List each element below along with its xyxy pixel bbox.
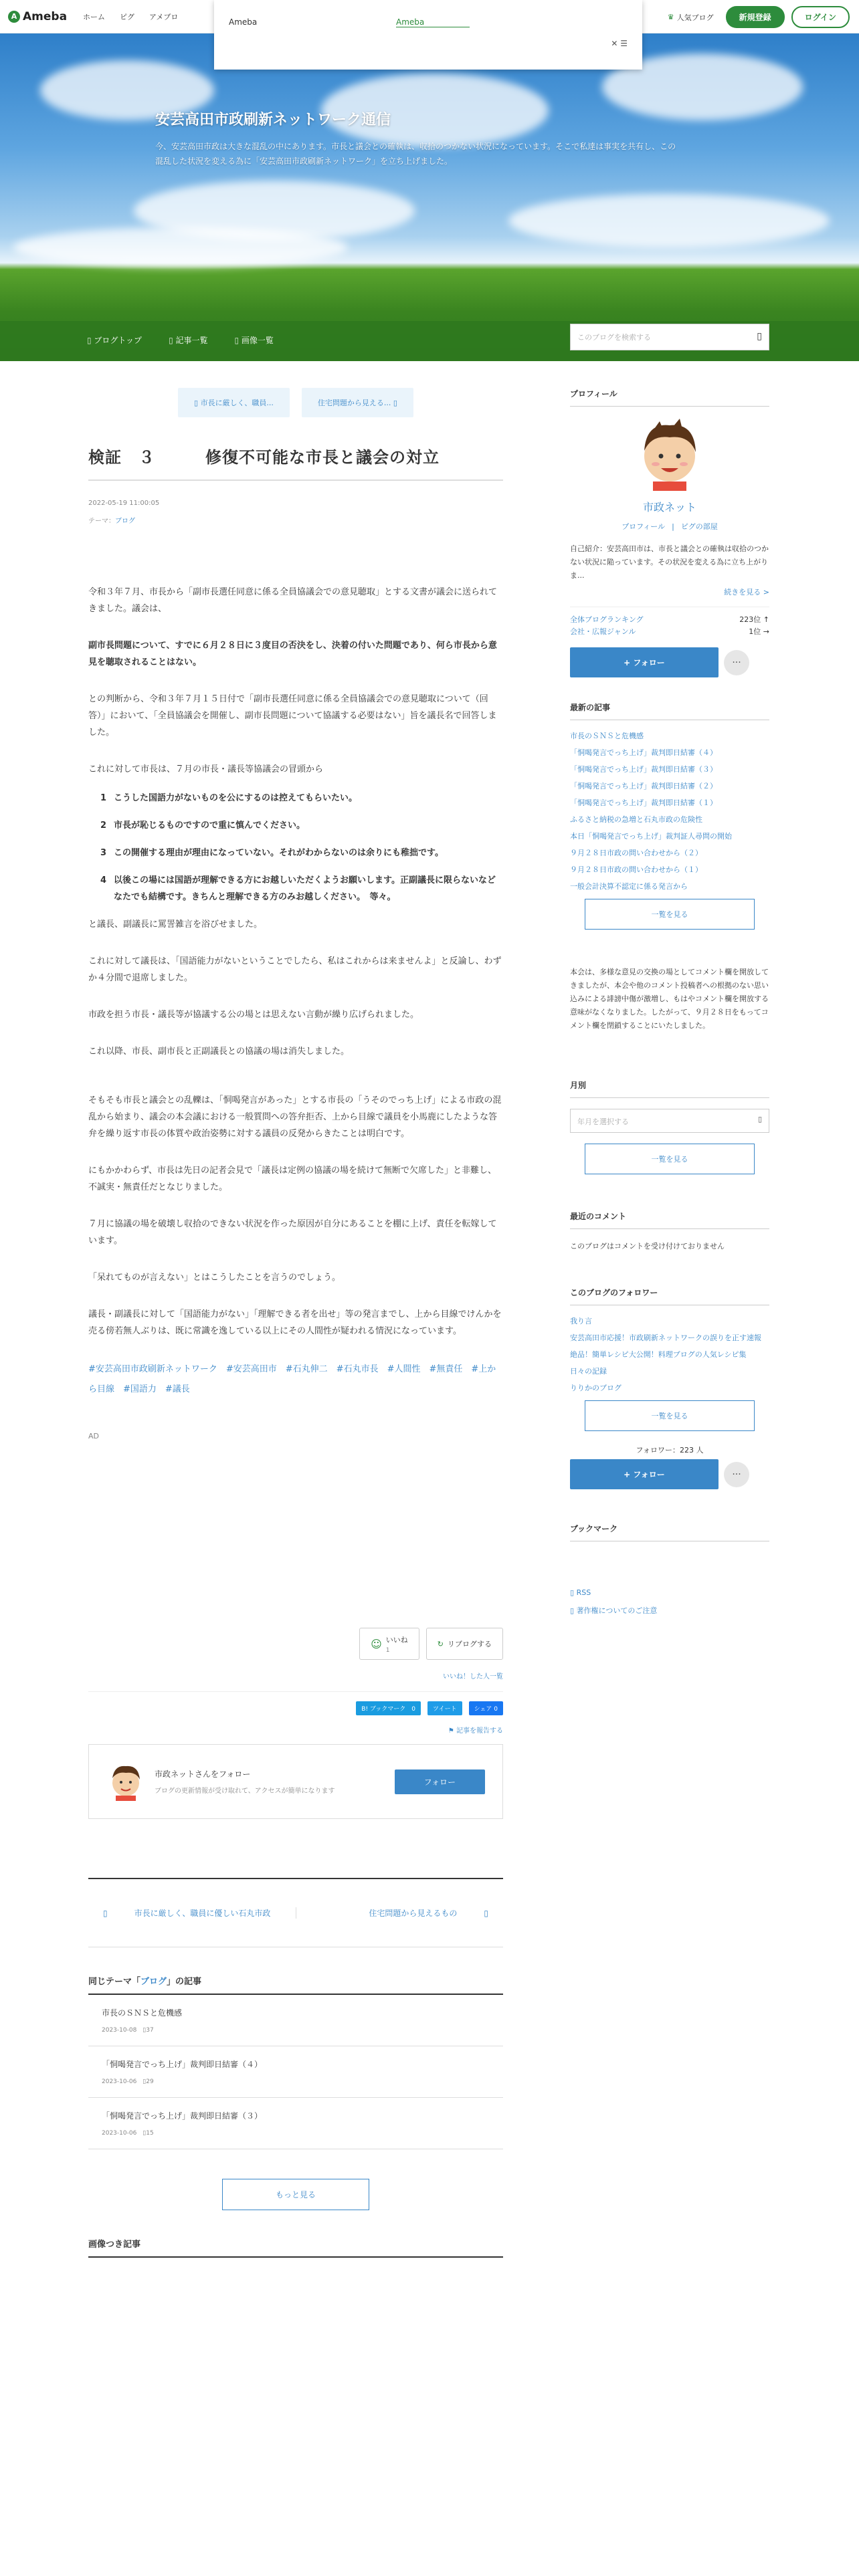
profile-heading: プロフィール <box>570 388 769 407</box>
document-icon: ▯ <box>570 1606 577 1615</box>
entry-numbered-list <box>88 790 503 905</box>
numbered-item: 4 以後この場には国語が理解できる方にお越しいただくようお願いします。正副議長に限らないなどなたでも結構です。きちんと理解できる方のみお越しください。 等々。 <box>100 875 496 902</box>
search-placeholder: このブログを検索する <box>577 333 651 342</box>
bookmark-heading: ブックマーク <box>570 1523 769 1541</box>
monthly-heading: 月別 <box>570 1079 769 1098</box>
smile-icon: ☺ <box>371 1637 382 1650</box>
recent-article-link[interactable]: 「恫喝発言でっち上げ」裁判即日結審（３） <box>570 765 717 774</box>
same-theme-item-title: 「恫喝発言でっち上げ」裁判即日結審（３） <box>102 2111 263 2121</box>
liked-users-link[interactable]: いいね！した人一覧 <box>88 1671 503 1692</box>
top-nav <box>83 11 178 22</box>
entry-paragraph: 議長・副議長に対して「国語能力がない」「理解できる者を出せ」等の発言までし、上から目線でけんかを売る傍若無人ぶりは、既に常識を逸している以上にその人間性が疑われる情況になっています。 <box>88 1309 502 1336</box>
recent-article-link[interactable]: 「恫喝発言でっち上げ」裁判即日結審（４） <box>570 748 717 757</box>
follow-card-name: 市政ネットさんをフォロー <box>155 1769 251 1779</box>
same-theme-item[interactable] <box>88 2098 503 2149</box>
like-count: 1 <box>385 1646 390 1654</box>
follower-blog-link[interactable]: 日々の記録 <box>570 1367 607 1376</box>
profile-link[interactable]: プロフィール <box>622 522 666 531</box>
like-label: いいね <box>385 1635 408 1644</box>
entry-paragraph: これに対して議長は、「国語能力がないということでしたら、私はこれからは来ませんよ」と反論し、わずか４分間で退席しました。 <box>88 956 502 983</box>
entry-paragraph: と議長、副議長に罵詈雑言を浴びせました。 <box>88 920 263 930</box>
main-column <box>88 388 503 2258</box>
month-select-placeholder: 年月を選択する <box>577 1117 629 1126</box>
prev-article-link[interactable] <box>88 1907 296 1919</box>
ranking-genre-value: 1位 → <box>749 627 769 636</box>
reblog-button[interactable] <box>426 1628 503 1660</box>
follow-card-desc: ブログの更新情報が受け取れて、アクセスが簡単になります <box>155 1788 335 1795</box>
blog-nav-entries[interactable]: ▯ 記事一覧 <box>169 334 207 346</box>
recent-article-link[interactable]: 「恫喝発言でっち上げ」裁判即日結審（２） <box>570 782 717 790</box>
numbered-item: 1 こうした国語力がないものを公にするのは控えてもらいたい。 <box>100 793 358 803</box>
same-theme-item[interactable] <box>88 2046 503 2098</box>
entry-paragraph: にもかかわらず、市長は先日の記者会見で「議長は定例の協議の場を続けて無断で欠席した」と非難し、不誠実・無責任だとなじりました。 <box>88 1166 496 1192</box>
ad-close-icon[interactable]: ✕ ☰ <box>611 39 628 48</box>
prev-article-title: 市長に厳しく、職員に優しい石丸市政 <box>134 1909 271 1918</box>
pager-prev-button[interactable] <box>178 388 290 417</box>
reblog-icon: ↻ <box>437 1639 444 1648</box>
more-options-icon[interactable]: ··· <box>724 1462 749 1487</box>
followers-heading: このブログのフォロワー <box>570 1287 769 1305</box>
blog-description: 今、安芸高田市政は大きな混乱の中にあります。市長と議会との確執は、収拾のつかない状況になっています。そこで私達は事実を共有し、この混乱した状況を変える為に「安芸高田市政刷新ネットワーク」を立ち上げました。 <box>155 142 676 166</box>
numbered-item: 3 この開催する理由が理由になっていない。それがわからないのは余りにも稚拙です。 <box>100 848 444 858</box>
followers-list <box>570 1316 769 1394</box>
entry-theme-label: テーマ： <box>88 518 115 525</box>
recent-articles-list <box>570 731 769 892</box>
blog-search-input[interactable] <box>570 324 769 350</box>
entry-theme <box>88 515 503 525</box>
ranking-overall <box>570 614 769 626</box>
login-button[interactable]: ログイン <box>791 6 850 28</box>
follow-card-button[interactable]: フォロー <box>395 1769 485 1794</box>
chevron-right-icon: ▯ <box>391 399 397 407</box>
register-button[interactable]: 新規登録 <box>726 6 785 28</box>
same-theme-more-button[interactable]: もっと見る <box>222 2179 369 2210</box>
logo-text: Ameba <box>23 9 68 23</box>
follow-card <box>88 1744 503 1819</box>
prev-next-nav <box>88 1878 503 1947</box>
sidebar <box>570 388 769 1624</box>
hatena-bookmark-button[interactable]: B! ブックマーク 0 <box>356 1701 421 1715</box>
profile-links: プロフィール | ピグの部屋 <box>622 522 718 531</box>
reaction-row <box>88 1628 503 1660</box>
same-theme-link[interactable]: ブログ <box>140 1977 167 1987</box>
ranking-genre-link[interactable]: 会社・広報ジャンル <box>570 627 636 636</box>
same-theme-item-meta: 2023-10-08 ▯37 <box>102 2027 154 2034</box>
report-label: 記事を報告する <box>456 1727 503 1735</box>
ranking-genre <box>570 626 769 638</box>
entry-paragraph: これに対して市長は、７月の市長・議長等協議会の冒頭から <box>88 764 324 774</box>
profile-intro: 自己紹介：安芸高田市は、市長と議会との確執は収拾のつかない状況に陥っています。その状況を変える為に立ち上がりま... <box>570 544 769 580</box>
bookmark-list <box>570 1588 769 1616</box>
ameba-logo[interactable] <box>8 10 67 23</box>
recent-comments-text: このブログはコメントを受け付けておりません <box>570 1242 725 1251</box>
entry-paragraph: 令和３年７月、市長から「副市長選任同意に係る全員協議会での意見聴取」とする文書が議会に送られてきました。議会は、 <box>88 587 498 614</box>
entry-paragraph: ７月に協議の場を破壊し収拾のできない状況を作った原因が自分にあることを棚に上げ、責任を転嫁しています。 <box>88 1219 497 1246</box>
entry-paragraph: これ以降、市長、副市長と正副議長との協議の場は消失しました。 <box>88 1047 350 1057</box>
recent-article-link[interactable]: 市長のＳＮＳと危機感 <box>570 732 644 740</box>
recent-article-link[interactable]: ふるさと納税の急増と石丸市政の危険性 <box>570 815 702 824</box>
top-nav-pigg[interactable]: ピグ <box>120 12 135 21</box>
pager-prev-label: 市長に厳しく、職員... <box>200 399 274 407</box>
ranking-overall-link[interactable]: 全体ブログランキング <box>570 615 644 624</box>
same-theme-item-meta: 2023-10-06 ▯15 <box>102 2130 154 2137</box>
ad-label: AD <box>88 1432 99 1440</box>
crown-icon: ♛ <box>667 13 674 21</box>
ameba-logo-icon: A <box>8 11 20 23</box>
same-theme-heading: 同じテーマ「ブログ」の記事 <box>88 1974 503 1995</box>
pager-next-label: 住宅問題から見える... <box>317 399 391 407</box>
entry-paragraph: 副市長問題について、すでに６月２８日に３度目の否決をし、決着の付いた問題であり、何ら市長から意見を聴取されることはない。 <box>88 641 497 667</box>
follower-blog-link[interactable]: 安芸高田市応援！市政刷新ネットワークの誤りを正す速報 <box>570 1333 761 1342</box>
more-options-icon[interactable]: ··· <box>724 650 749 675</box>
popular-blog-link[interactable] <box>668 12 714 23</box>
comment-policy-note: 本会は、多様な意見の交換の場としてコメント欄を開放してきましたが、本会や他のコメント投稿者への根拠のない思い込みによる誹謗中傷が激増し、もはやコメント欄を開放する意味がなくなりました。したがって、９月２８日をもってコメント欄を閉鎖することにいたしました。 <box>570 968 769 1030</box>
entry-hashtags[interactable]: #安芸高田市政刷新ネットワーク #安芸高田市 #石丸伸二 #石丸市長 #人間性 #無責任 #上から目線 #国語力 #議長 <box>88 1364 496 1394</box>
blog-title[interactable]: 安芸高田市政刷新ネットワーク通信 <box>155 112 391 128</box>
top-nav-home[interactable]: ホーム <box>83 12 106 21</box>
monthly-more-button[interactable]: 一覧を見る <box>585 1144 755 1174</box>
top-nav-ameblo[interactable]: アメブロ <box>149 12 179 21</box>
recent-articles-more-button[interactable]: 一覧を見る <box>585 899 755 930</box>
rss-icon: ▯ <box>570 1588 577 1597</box>
profile-name[interactable]: 市政ネット <box>642 501 696 514</box>
same-theme-item-title: 「恫喝発言でっち上げ」裁判即日結審（４） <box>102 2060 263 2069</box>
popular-blog-label: 人気ブログ <box>676 13 714 22</box>
next-article-link[interactable] <box>296 1907 504 1919</box>
entry-theme-link[interactable]: ブログ <box>115 518 135 525</box>
same-theme-item-meta: 2023-10-06 ▯29 <box>102 2078 154 2085</box>
report-link[interactable] <box>88 1725 503 1735</box>
sidebar-follow-row <box>570 647 769 677</box>
recent-article-link[interactable]: ９月２８日市政の問い合わせから（２） <box>570 849 702 857</box>
numbered-item: 2 市長が恥じるものですので重に慎んでください。 <box>100 821 306 831</box>
chevron-down-icon: ▯ <box>757 1115 762 1123</box>
pigg-room-link[interactable]: ピグの部屋 <box>680 522 718 531</box>
recent-comments-heading: 最近のコメント <box>570 1210 769 1229</box>
ad-left-text: Ameba <box>229 17 258 27</box>
recent-article-link[interactable]: ９月２８日市政の問い合わせから（１） <box>570 865 702 874</box>
entry-title[interactable]: 検証 ３ 修復不可能な市長と議会の対立 <box>88 444 503 481</box>
entry-pager-top <box>88 388 503 417</box>
flag-icon: ⚑ <box>448 1727 456 1735</box>
entry-date: 2022-05-19 11:00:05 <box>88 500 160 507</box>
sidebar-follow-row-2 <box>570 1459 769 1489</box>
top-right-actions <box>668 6 850 28</box>
blog-header-image <box>0 33 859 361</box>
pager-next-button[interactable] <box>302 388 413 417</box>
sidebar-follow-button[interactable]: + フォロー <box>570 1459 719 1489</box>
recent-article-link[interactable]: 本日「恫喝発言でっち上げ」裁判証人尋問の開始 <box>570 832 732 841</box>
chevron-left-icon: ▯ <box>103 1908 108 1918</box>
next-article-title: 住宅問題から見えるもの <box>369 1909 458 1918</box>
ad-banner-overlay[interactable] <box>214 0 642 70</box>
chevron-right-icon: ▯ <box>484 1908 488 1918</box>
profile-avatar[interactable] <box>633 417 706 491</box>
sidebar-follow-button[interactable]: + フォロー <box>570 647 719 677</box>
share-row <box>88 1701 503 1715</box>
ad-mid-text[interactable]: Ameba <box>396 17 470 27</box>
blog-nav-top[interactable]: ▯ ブログトップ <box>87 334 142 346</box>
reblog-label: リブログする <box>448 1640 492 1648</box>
same-theme-item[interactable] <box>88 1995 503 2046</box>
blog-nav-images[interactable]: ▯ 画像一覧 <box>235 334 274 346</box>
recent-article-link[interactable]: 一般会計決算不認定に係る発言から <box>570 882 688 891</box>
entry-paragraph: 「呆れてものが言えない」とはこうしたことを言うのでしょう。 <box>88 1273 341 1283</box>
recent-articles-heading: 最新の記事 <box>570 702 769 720</box>
follower-blog-link[interactable]: 絶品！簡単レシピ大公開！料理ブログの人気レシピ集 <box>570 1350 747 1359</box>
month-select[interactable] <box>570 1109 769 1133</box>
chevron-left-icon: ▯ <box>194 399 201 407</box>
recent-article-link[interactable]: 「恫喝発言でっち上げ」裁判即日結審（１） <box>570 798 717 807</box>
same-theme-item-title: 市長のＳＮＳと危機感 <box>102 2008 183 2018</box>
ranking-overall-value: 223位 ↑ <box>739 615 769 624</box>
follower-blog-link[interactable]: 我り言 <box>570 1317 592 1325</box>
followers-more-button[interactable]: 一覧を見る <box>585 1400 755 1431</box>
entry-paragraph: との判断から、令和３年７月１５日付で「副市長選任同意に係る全員協議会での意見聴取について（回答）」において、「全員協議会を開催し、副市長問題について協議する必要はない」旨を議長名で回答しました。 <box>88 694 497 738</box>
tweet-button[interactable]: ツイート <box>427 1701 462 1715</box>
follower-blog-link[interactable]: りりかのブログ <box>570 1384 622 1392</box>
like-button[interactable] <box>359 1628 419 1660</box>
follower-count: フォロワー：223 人 <box>636 1446 704 1455</box>
avatar <box>106 1762 145 1801</box>
entry-paragraph: そもそも市長と議会との乱轢は、「恫喝発言があった」とする市長の「うそのでっち上げ」による市政の混乱から始まり、議会の本会議における一般質問への答弁拒否、上から目線で議員を小馬鹿にしたような答弁を繰り返す市長の体質や政治姿勢に対する議員の反発からきたことは明白です。 <box>88 1095 502 1139</box>
search-icon[interactable]: ▯ <box>757 331 762 342</box>
facebook-share-button[interactable]: シェア 0 <box>469 1701 503 1715</box>
profile-readmore-link[interactable]: 続きを見る > <box>570 586 769 607</box>
image-articles-heading: 画像つき記事 <box>88 2237 503 2258</box>
rss-link[interactable]: ▯ RSS <box>570 1588 591 1597</box>
copyright-link[interactable]: ▯ 著作権についてのご注意 <box>570 1606 658 1615</box>
entry-paragraph: 市政を担う市長・議長等が協議する公の場とは思えない言動が繰り広げられました。 <box>88 1010 419 1020</box>
